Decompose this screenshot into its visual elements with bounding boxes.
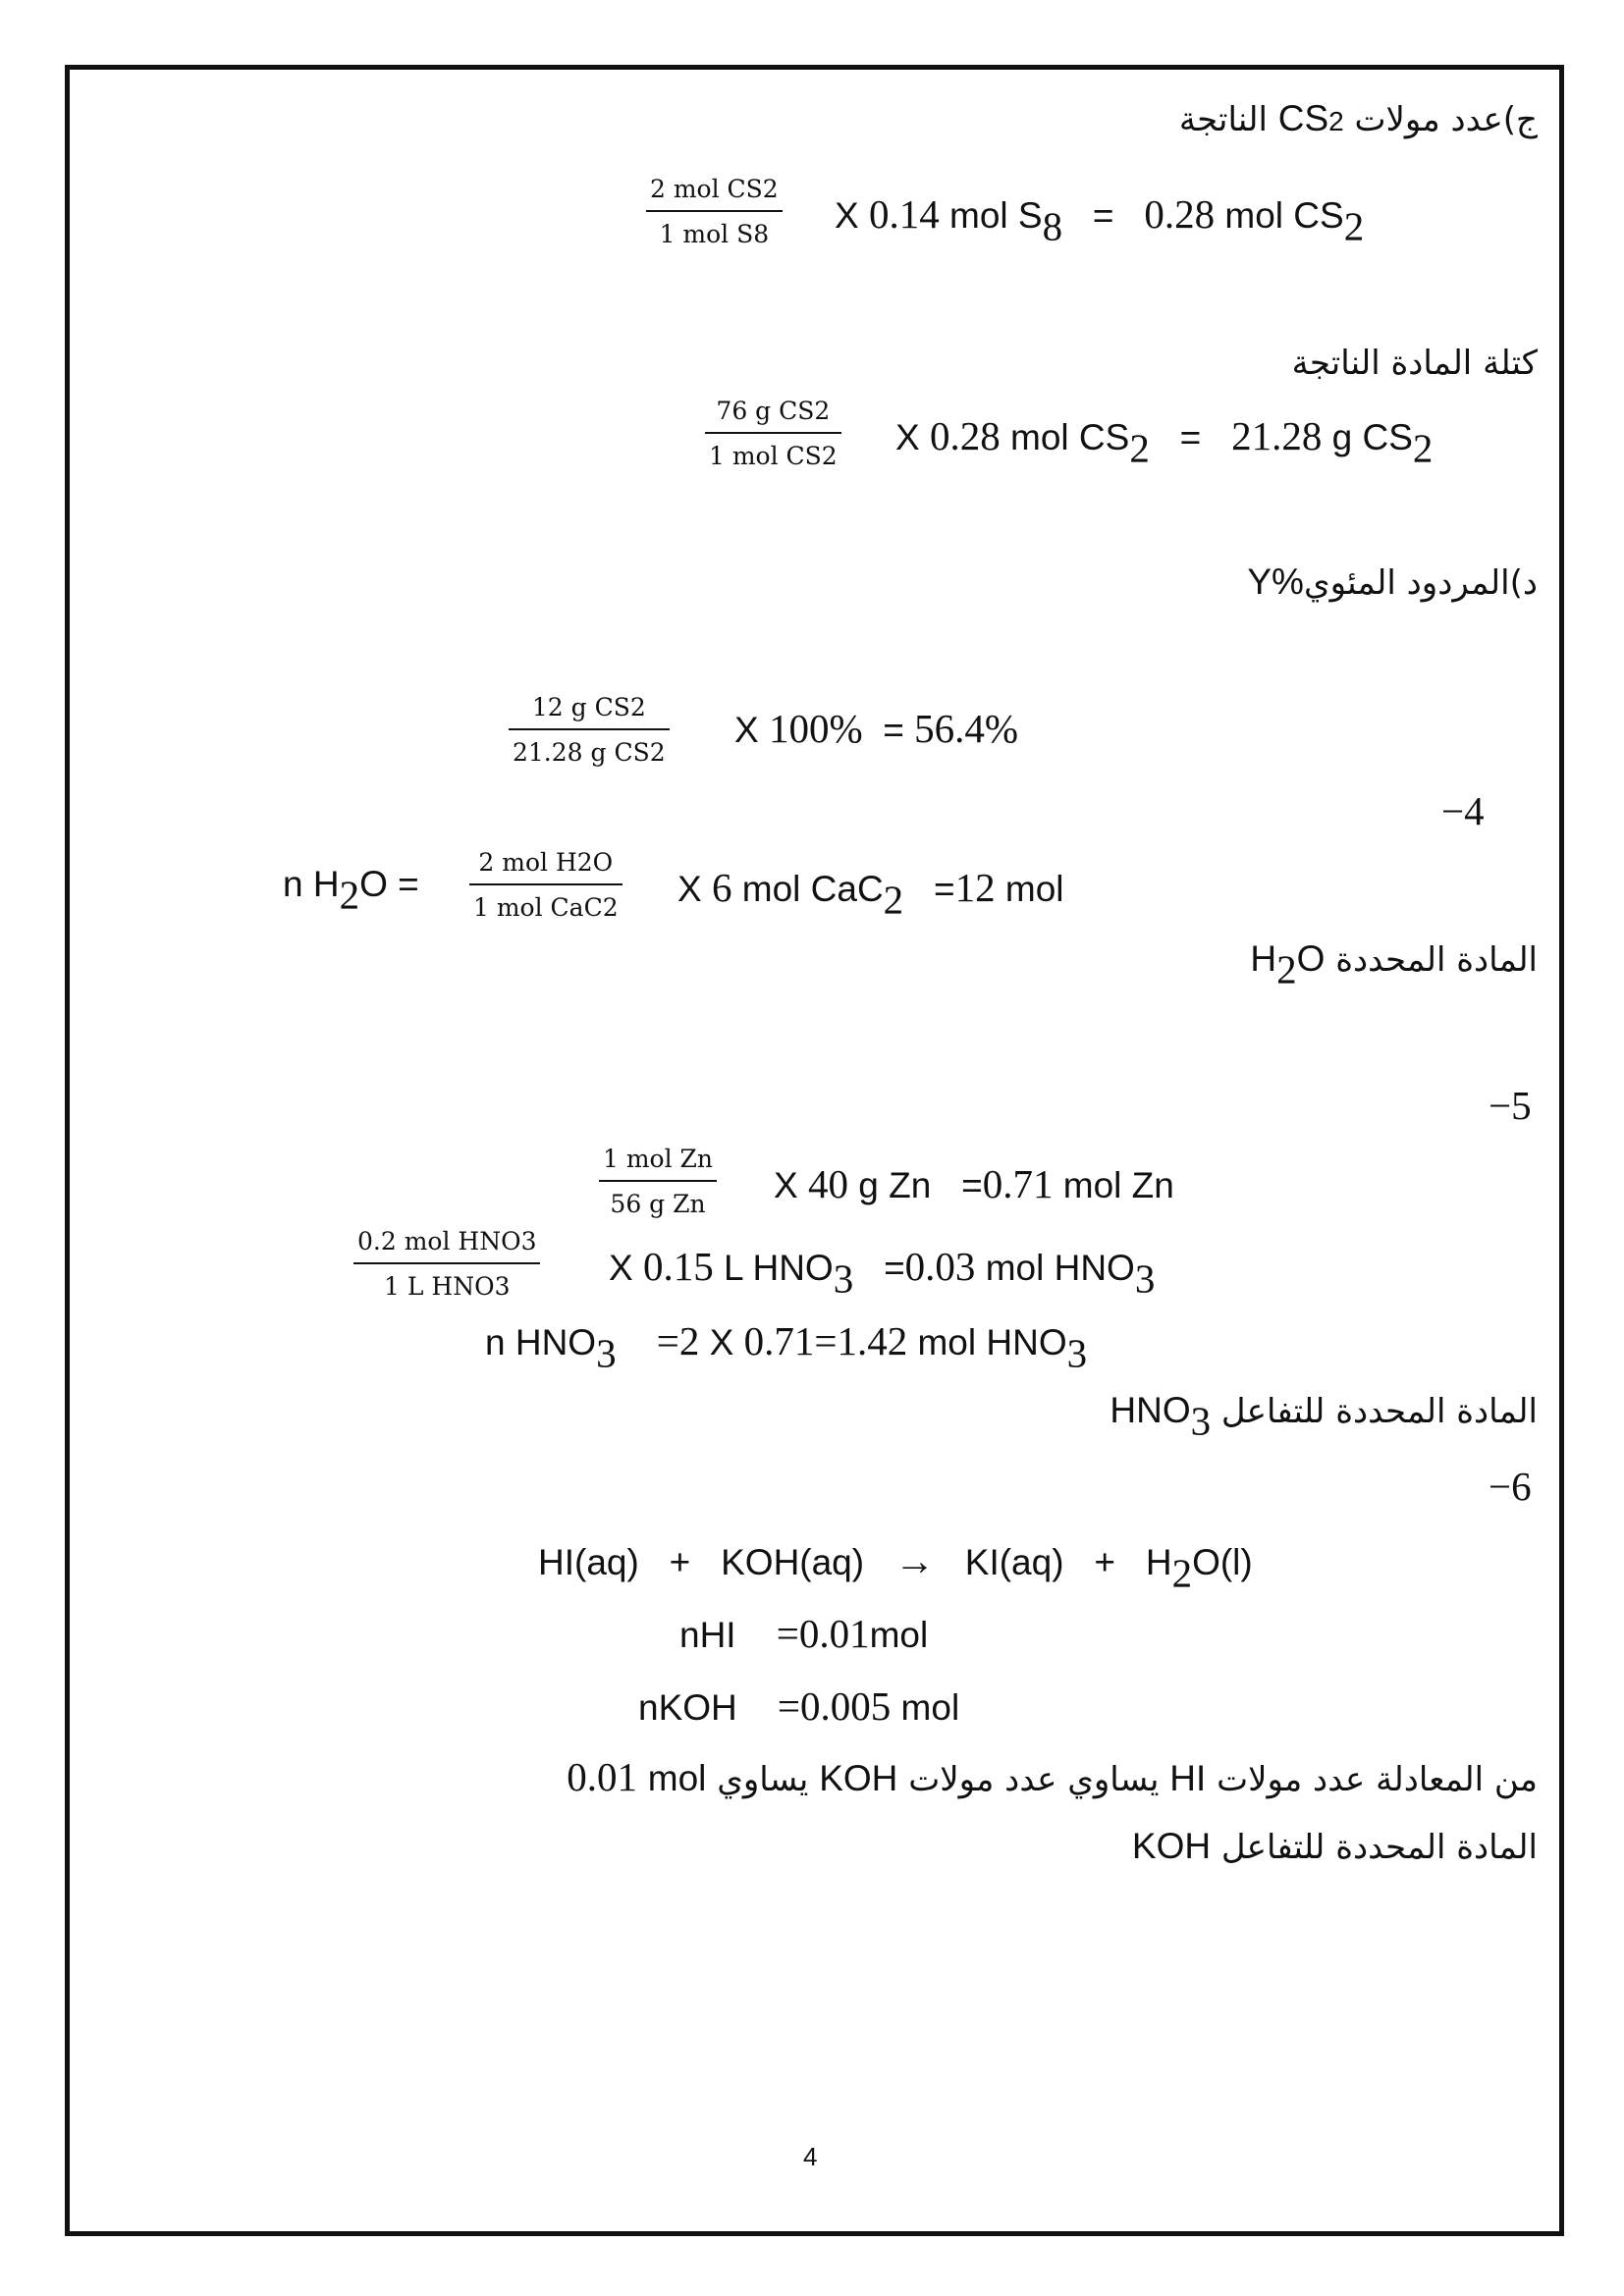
q5-eq1-rhs: X 40 g Zn =0.71 mol Zn	[774, 1161, 1174, 1206]
q4-rhs: X 6 mol CaC$_2$ =12 mol	[677, 865, 1064, 923]
q4-limiting: المادة المحددة $H_2O$	[1250, 938, 1538, 992]
page-number: 4	[803, 2142, 818, 2171]
q4-fraction	[469, 850, 623, 920]
reaction-arrow-icon: →	[893, 1538, 935, 1583]
fraction-denominator: 1 mol S8	[659, 220, 770, 248]
q5-eq2-fraction	[353, 1229, 540, 1299]
fraction-numerator: 0.2 mol HNO3	[353, 1229, 540, 1264]
fraction-denominator: 56 g Zn	[610, 1190, 706, 1218]
d-heading-tag: Y%	[1247, 561, 1304, 602]
fraction-numerator: 2 mol CS2	[646, 177, 783, 212]
q4-lhs: n $H_2O$ =	[283, 864, 419, 918]
mass-heading: كتلة المادة الناتجة	[1291, 344, 1538, 383]
c-eq1-fraction	[646, 177, 783, 246]
d-heading-text: د)المردود المئوي	[1303, 563, 1538, 603]
c-eq1-rhs: X 0.14 mol $S_8$ = 0.28 mol $CS_2$	[835, 191, 1365, 249]
q5-eq3: n $HNO_3$ =2 X 0.71=1.42 mol $HNO_3$	[485, 1318, 1088, 1376]
c-heading-formula: CS2	[1277, 98, 1344, 138]
fraction-denominator: 1 L HNO3	[384, 1272, 511, 1301]
fraction-denominator: 21.28 g CS2	[513, 738, 666, 767]
page-border	[65, 65, 1564, 2236]
d-eq-fraction	[509, 695, 670, 765]
question-6-label: −6	[1489, 1464, 1532, 1509]
fraction-denominator: 1 mol CS2	[709, 442, 838, 470]
c-heading-tail: الناتجة	[1178, 100, 1268, 139]
question-4-label: −4	[1441, 788, 1485, 833]
d-heading	[1247, 561, 1538, 603]
q5-eq2-rhs: X 0.15 L $HNO_3$ =0.03 mol $HNO_3$	[609, 1244, 1156, 1302]
q6-nkoh: nKOH =0.005 mol	[638, 1683, 960, 1729]
fraction-denominator: 1 mol CaC2	[473, 893, 619, 922]
c-heading-text: ج)عدد مولات	[1354, 100, 1538, 139]
q6-limiting: المادة المحددة للتفاعل KOH	[1131, 1826, 1538, 1867]
q5-limiting: المادة المحددة للتفاعل $HNO_3$	[1110, 1390, 1538, 1444]
q6-reaction: HI(aq) + KOH(aq) → KI(aq) + $H_2O(l)$	[538, 1538, 1253, 1596]
fraction-numerator: 12 g CS2	[509, 695, 670, 730]
q6-statement: من المعادلة عدد مولات HI يساوي عدد مولات KOH يساوي mol 0.01	[567, 1754, 1538, 1799]
mass-eq-rhs: X 0.28 mol $CS_2$ = 21.28 g $CS_2$	[895, 413, 1434, 471]
c-heading	[1179, 98, 1538, 139]
q5-eq1-fraction	[599, 1147, 717, 1216]
d-eq-rhs: X 100% = 56.4%	[734, 706, 1018, 751]
mass-eq-fraction	[705, 399, 841, 468]
fraction-numerator: 2 mol H2O	[469, 850, 623, 885]
q6-nhi: nHI =0.01mol	[679, 1611, 929, 1656]
fraction-numerator: 76 g CS2	[705, 399, 841, 434]
fraction-numerator: 1 mol Zn	[599, 1147, 717, 1182]
question-5-label: −5	[1489, 1083, 1532, 1128]
